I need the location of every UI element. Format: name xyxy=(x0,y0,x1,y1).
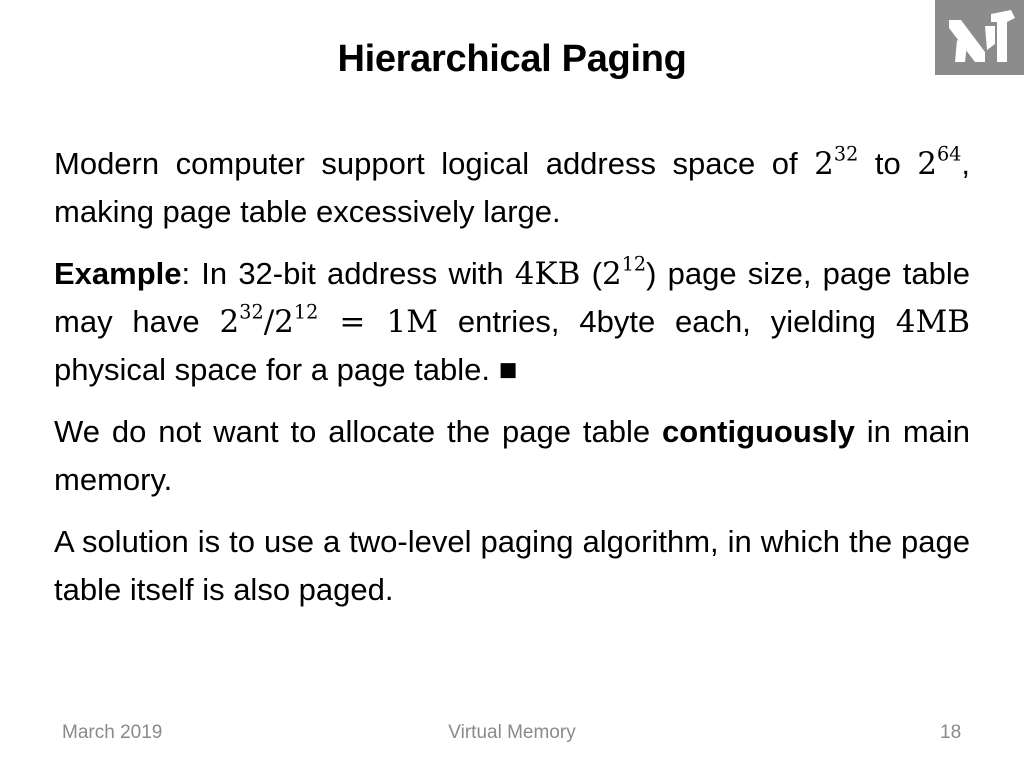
text-run: : In 32-bit address with xyxy=(181,256,515,291)
text-run: Modern computer support logical address space of xyxy=(54,146,815,181)
math-base: 2 xyxy=(601,256,622,292)
math-exponent: 64 xyxy=(936,142,962,166)
text-run: , making page table excessively large. xyxy=(54,146,970,229)
math-power-2-32 xyxy=(814,142,859,182)
math-equals-1m: = 1M xyxy=(318,304,438,340)
math-exponent: 32 xyxy=(833,142,859,166)
math-power-2-64 xyxy=(917,142,962,182)
paragraph-address-space xyxy=(54,140,970,236)
footer-date: March 2019 xyxy=(62,722,163,743)
math-exponent: 12 xyxy=(621,252,647,276)
math-entries-formula xyxy=(219,300,438,340)
university-logo-icon xyxy=(935,0,1024,75)
footer-page-number: 18 xyxy=(940,722,962,743)
paragraph-example xyxy=(54,250,970,394)
text-run: entries, 4byte each, yielding xyxy=(437,304,896,339)
paragraph-solution xyxy=(54,518,970,614)
paragraph-contiguous xyxy=(54,408,970,504)
text-run: in main memory. xyxy=(54,414,971,497)
text-run: physical space for a page table. xyxy=(54,352,499,387)
math-base: 2 xyxy=(917,146,937,182)
example-label: Example xyxy=(54,256,182,291)
footer-topic: Virtual Memory xyxy=(448,722,576,743)
math-4kb: 4KB xyxy=(514,256,581,292)
text-run: ( xyxy=(580,256,602,291)
math-power-2-12 xyxy=(601,252,647,292)
slide-body xyxy=(54,140,970,628)
math-exponent: 12 xyxy=(293,300,319,324)
text-run: We do not want to allocate the page table xyxy=(54,414,663,449)
math-base: 2 xyxy=(274,304,294,340)
text-run: A solution is to use a two-level paging algorithm, in which the page table itself is also paged. xyxy=(54,524,970,607)
math-base: 2 xyxy=(814,146,834,182)
math-slash: / xyxy=(263,304,275,340)
emphasis-contiguously: contiguously xyxy=(662,414,855,449)
end-of-proof-square-icon: ■ xyxy=(498,352,518,387)
math-base: 2 xyxy=(219,304,240,340)
math-exponent: 32 xyxy=(239,300,264,324)
math-4mb: 4MB xyxy=(895,304,970,340)
text-run: to xyxy=(874,146,918,181)
text-run: ) page size, page table may have xyxy=(54,256,971,339)
slide-title: Hierarchical Paging xyxy=(337,38,687,80)
